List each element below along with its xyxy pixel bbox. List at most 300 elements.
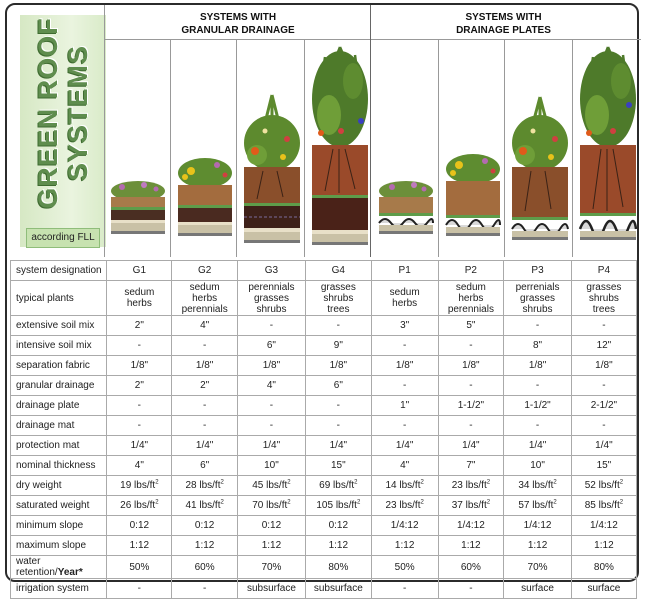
- cell-value: 1:12: [328, 540, 349, 551]
- cell-value: 37 lbs/ft: [451, 500, 487, 511]
- cell-value: 1:12: [594, 540, 614, 551]
- table-cell: [305, 336, 371, 356]
- row-label: system designation: [11, 261, 107, 281]
- cell-value: 5": [466, 320, 476, 331]
- table-cell: [438, 336, 504, 356]
- table-cell: [504, 579, 572, 599]
- cell-value: 34 lbs/ft: [518, 480, 554, 491]
- table-row: [11, 396, 637, 416]
- table-cell: [504, 281, 572, 316]
- cell-value: 28 lbs/ft: [185, 480, 221, 491]
- row-label: [11, 579, 107, 599]
- row-label: [11, 556, 107, 579]
- table-row: [11, 416, 637, 436]
- cell-value: 1/4": [130, 440, 149, 451]
- cell-value: -: [469, 380, 473, 391]
- row-label-text: granular drainage: [16, 380, 95, 391]
- row-label: [11, 396, 107, 416]
- subtitle: according FLL: [26, 228, 100, 248]
- cell-value: 7": [466, 460, 476, 471]
- green-roof-chart: [5, 3, 639, 594]
- table-cell: [107, 336, 172, 356]
- cell-value: 23 lbs/ft: [451, 480, 487, 491]
- unit-superscript: 2: [553, 499, 557, 506]
- cell-value: 50%: [394, 561, 415, 573]
- cell-value: 50%: [129, 561, 150, 573]
- table-cell: P4: [571, 261, 636, 281]
- table-cell: [238, 516, 306, 536]
- table-cell: [371, 316, 438, 336]
- table-cell: [438, 579, 504, 599]
- cell-value: -: [469, 420, 473, 431]
- table-cell: [305, 316, 371, 336]
- cell-value: -: [402, 380, 407, 391]
- table-cell: [438, 356, 504, 376]
- cell-line: shrubs: [522, 303, 553, 315]
- row-label: [11, 476, 107, 496]
- table-cell: [571, 536, 636, 556]
- table-cell: [438, 376, 504, 396]
- table-cell: [504, 396, 572, 416]
- unit-superscript: 2: [486, 499, 491, 506]
- p1-roof-section-illustration: [378, 177, 434, 247]
- table-row: [11, 376, 637, 396]
- g1-roof-section-illustration: [110, 177, 166, 247]
- granular-drainage-header: [106, 11, 370, 37]
- table-cell: [571, 336, 636, 356]
- row-label: [11, 416, 107, 436]
- divider: [304, 39, 305, 257]
- cell-value: 1": [400, 400, 410, 411]
- table-cell: [305, 376, 371, 396]
- table-cell: [238, 336, 306, 356]
- cell-value: -: [336, 400, 340, 411]
- table-cell: [371, 376, 438, 396]
- cell-value: 19 lbs/ft: [120, 480, 156, 491]
- table-cell: [504, 456, 572, 476]
- table-row: [11, 516, 637, 536]
- cell-value: -: [336, 320, 340, 331]
- unit-superscript: 2: [155, 499, 159, 506]
- table-cell: [571, 476, 636, 496]
- cell-value: 70%: [527, 561, 548, 573]
- cell-value: -: [602, 320, 606, 331]
- row-label-text: extensive soil mix: [16, 320, 95, 331]
- divider: [236, 39, 237, 257]
- table-cell: [305, 436, 371, 456]
- table-cell: [504, 476, 572, 496]
- g4-roof-section-illustration: [311, 45, 369, 249]
- table-cell: P2: [438, 261, 504, 281]
- cell-value: 70 lbs/ft: [252, 500, 288, 511]
- table-row: [11, 579, 637, 599]
- cell-value: 52 lbs/ft: [584, 480, 620, 491]
- cell-value: 1/8": [262, 360, 281, 371]
- table-cell: [238, 396, 306, 416]
- table-cell: [504, 356, 572, 376]
- cell-value: -: [469, 340, 473, 351]
- table-cell: [371, 496, 438, 516]
- table-cell: [305, 416, 371, 436]
- table-cell: [107, 536, 172, 556]
- cell-value: 60%: [460, 561, 481, 573]
- cell-line: trees: [592, 303, 616, 315]
- table-cell: [305, 516, 371, 536]
- g3-roof-section-illustration: [243, 91, 301, 247]
- table-cell: [571, 516, 636, 536]
- cell-value: -: [202, 400, 207, 411]
- table-cell: [107, 456, 172, 476]
- row-label: [11, 456, 107, 476]
- cell-value: 1/8": [528, 360, 547, 371]
- table-cell: [371, 436, 438, 456]
- table-cell: [371, 516, 438, 536]
- table-cell: [172, 436, 238, 456]
- cell-value: 1:12: [527, 540, 548, 551]
- table-cell: [107, 281, 172, 316]
- table-cell: [504, 416, 572, 436]
- table-cell: [438, 456, 504, 476]
- table-row: [11, 496, 637, 516]
- table-cell: [107, 516, 172, 536]
- table-cell: [504, 316, 572, 336]
- table-cell: [504, 376, 572, 396]
- group-header-line: SYSTEMS WITH: [465, 12, 542, 23]
- table-cell: [305, 456, 371, 476]
- cell-value: 1-1/2": [524, 400, 551, 411]
- table-cell: [238, 496, 306, 516]
- table-body: [11, 316, 637, 599]
- cell-value: 15": [596, 460, 612, 471]
- cell-value: -: [269, 400, 274, 411]
- cell-value: -: [137, 420, 142, 431]
- table-cell: [305, 476, 371, 496]
- cell-line: sedum: [189, 281, 220, 293]
- row-label: [11, 356, 107, 376]
- unit-superscript: 2: [356, 499, 361, 506]
- unit-superscript: 2: [354, 479, 358, 486]
- cell-value: -: [137, 340, 142, 351]
- row-label-text: dry weight: [16, 480, 62, 491]
- cell-value: 4": [200, 320, 210, 331]
- cell-value: -: [535, 420, 540, 431]
- unit-superscript: 2: [287, 479, 291, 486]
- table-cell: [371, 476, 438, 496]
- table-cell: [305, 556, 371, 579]
- cell-value: 8": [532, 340, 543, 351]
- row-label: [11, 336, 107, 356]
- cell-value: -: [469, 583, 473, 594]
- group-header-line: GRANULAR DRAINAGE: [181, 25, 295, 36]
- divider: [104, 5, 105, 257]
- table-row: [11, 261, 637, 281]
- table-cell: [371, 456, 438, 476]
- table-cell: [438, 396, 504, 416]
- table-cell: [172, 536, 238, 556]
- table-cell: [504, 496, 572, 516]
- table-cell: [571, 556, 636, 579]
- cell-value: 6": [333, 380, 343, 391]
- cell-value: 6": [266, 340, 276, 351]
- unit-superscript: 2: [287, 499, 291, 506]
- cell-line: perennials: [447, 303, 494, 315]
- table-cell: [371, 416, 438, 436]
- row-label-text: nominal thickness: [16, 460, 96, 471]
- table-cell: [438, 416, 504, 436]
- table-cell: [504, 336, 572, 356]
- cell-value: 57 lbs/ft: [518, 500, 554, 511]
- table-row: [11, 456, 637, 476]
- table-cell: [571, 496, 636, 516]
- group-divider: [370, 5, 371, 257]
- divider: [504, 39, 505, 257]
- cell-value: 12": [596, 340, 612, 351]
- cell-value: 23 lbs/ft: [385, 500, 421, 511]
- table-cell: G3: [238, 261, 306, 281]
- row-label-text: separation fabric: [16, 360, 90, 371]
- table-cell: [107, 396, 172, 416]
- cell-value: 80%: [593, 561, 614, 573]
- cell-value: 1:12: [194, 540, 215, 551]
- table-row: [11, 476, 637, 496]
- unit-superscript: 2: [619, 499, 624, 506]
- table-cell: G1: [107, 261, 172, 281]
- cell-value: 6": [200, 460, 210, 471]
- cell-value: 4": [134, 460, 144, 471]
- cell-value: 1:12: [461, 540, 481, 551]
- table-cell: [571, 356, 636, 376]
- cell-line: herbs: [458, 292, 484, 304]
- cell-value: 1/4": [195, 440, 214, 451]
- p4-roof-section-illustration: [579, 45, 637, 249]
- cell-value: 1:12: [394, 540, 415, 551]
- drainage-plates-header: [370, 11, 637, 37]
- cell-line: sedum: [124, 287, 155, 298]
- unit-superscript: 2: [420, 499, 424, 506]
- cell-value: 60%: [194, 561, 215, 573]
- cell-line: shrubs: [588, 292, 619, 304]
- cell-line: grasses: [253, 292, 289, 304]
- table-cell: [504, 516, 572, 536]
- table-cell: [371, 556, 438, 579]
- table-cell: [172, 516, 238, 536]
- row-label: [11, 496, 107, 516]
- specification-table: [10, 260, 637, 599]
- cell-value: 0:12: [129, 520, 150, 531]
- cell-value: 1/4": [262, 440, 281, 451]
- cell-value: 0:12: [261, 520, 282, 531]
- table-cell: [504, 436, 572, 456]
- cell-value: surface: [521, 583, 554, 594]
- table-cell: [107, 316, 172, 336]
- cell-line: grasses: [320, 281, 356, 293]
- group-header-line: SYSTEMS WITH: [199, 12, 277, 23]
- table-cell: [238, 556, 306, 579]
- cell-line: grasses: [520, 292, 556, 304]
- table-cell: [238, 579, 306, 599]
- p2-roof-section-illustration: [445, 151, 501, 247]
- cell-value: subsurface: [313, 583, 363, 594]
- cell-value: -: [602, 380, 606, 391]
- row-label-text: protection mat: [16, 440, 80, 451]
- cell-value: -: [602, 420, 606, 431]
- table-cell: [438, 496, 504, 516]
- row-label: [11, 536, 107, 556]
- table-cell: [172, 376, 238, 396]
- g2-roof-section-illustration: [177, 155, 233, 247]
- cell-value: -: [402, 420, 407, 431]
- cell-value: -: [269, 320, 274, 331]
- cell-value: subsurface: [246, 583, 296, 594]
- cell-value: 4": [400, 460, 410, 471]
- table-cell: [571, 376, 636, 396]
- cell-line: grasses: [586, 281, 622, 293]
- cell-value: 1/4": [462, 440, 480, 451]
- cell-value: -: [202, 420, 207, 431]
- table-cell: [438, 436, 504, 456]
- table-cell: [107, 556, 172, 579]
- table-cell: [172, 579, 238, 599]
- table-cell: [571, 579, 636, 599]
- table-cell: [107, 356, 172, 376]
- cell-line: herbs: [126, 298, 152, 309]
- table-cell: [571, 456, 636, 476]
- cell-value: 41 lbs/ft: [185, 500, 221, 511]
- cell-value: 70%: [261, 561, 282, 573]
- cell-value: 1/4:12: [590, 520, 618, 531]
- divider: [572, 39, 573, 257]
- table-cell: [571, 436, 636, 456]
- table-cell: P1: [371, 261, 438, 281]
- table-cell: P3: [504, 261, 572, 281]
- table-cell: [438, 281, 504, 316]
- cell-value: -: [336, 420, 340, 431]
- table-cell: [305, 281, 371, 316]
- cell-line: shrubs: [323, 292, 354, 304]
- divider: [170, 39, 171, 257]
- table-cell: [504, 536, 572, 556]
- unit-superscript: 2: [619, 479, 624, 486]
- cell-value: 0:12: [328, 520, 349, 531]
- cell-line: perennials: [181, 303, 228, 315]
- cell-line: sedum: [455, 281, 486, 293]
- row-label: [11, 316, 107, 336]
- cell-value: 45 lbs/ft: [252, 480, 288, 491]
- table-cell: [371, 396, 438, 416]
- table-row: [11, 436, 637, 456]
- table-cell: G4: [305, 261, 371, 281]
- table-cell: [305, 496, 371, 516]
- table-cell: [305, 356, 371, 376]
- table-cell: [371, 579, 438, 599]
- table-cell: [238, 356, 306, 376]
- cell-value: 1/4": [528, 440, 547, 451]
- title-line-2: SYSTEMS: [63, 44, 93, 182]
- cell-value: -: [137, 583, 142, 594]
- table-cell: [371, 336, 438, 356]
- cell-value: 10": [264, 460, 279, 471]
- table-cell: [571, 396, 636, 416]
- table-row: [11, 336, 637, 356]
- cell-value: 1/8": [395, 360, 414, 371]
- table-cell: [305, 536, 371, 556]
- row-label-emphasis: Year*: [57, 567, 83, 578]
- table-cell: [107, 436, 172, 456]
- table-cell: [438, 516, 504, 536]
- cell-value: 1/8": [195, 360, 214, 371]
- cell-value: 1/4": [329, 440, 348, 451]
- table-cell: [571, 416, 636, 436]
- row-label-text: water retention/: [16, 556, 58, 578]
- table-cell: [107, 376, 172, 396]
- cell-value: -: [402, 340, 407, 351]
- cell-value: 1/4:12: [390, 520, 419, 531]
- table-cell: [172, 396, 238, 416]
- table-cell: [238, 476, 306, 496]
- table-cell: [504, 556, 572, 579]
- cell-value: 1/8": [462, 360, 480, 371]
- table-cell: [172, 476, 238, 496]
- table-cell: [438, 556, 504, 579]
- cell-value: 2": [134, 380, 144, 391]
- table-cell: [305, 579, 371, 599]
- table-cell: [305, 396, 371, 416]
- divider: [438, 39, 439, 257]
- table-cell: [438, 536, 504, 556]
- cell-line: perennials: [248, 281, 295, 293]
- table-cell: [172, 356, 238, 376]
- table-cell: [238, 436, 306, 456]
- table-cell: [238, 416, 306, 436]
- cell-value: 2-1/2": [590, 400, 618, 411]
- cell-line: herbs: [392, 298, 418, 309]
- cell-value: 4": [266, 380, 276, 391]
- cell-value: 0:12: [194, 520, 215, 531]
- cell-value: 1/4:12: [456, 520, 485, 531]
- unit-superscript: 2: [553, 479, 557, 486]
- cell-value: 15": [330, 460, 346, 471]
- cell-value: -: [535, 380, 540, 391]
- table-cell: [107, 476, 172, 496]
- table-cell: [571, 316, 636, 336]
- cell-line: herbs: [192, 292, 218, 304]
- cell-value: 3": [400, 320, 410, 331]
- cell-value: 1-1/2": [457, 400, 485, 411]
- table-cell: [438, 476, 504, 496]
- cell-value: -: [202, 340, 207, 351]
- cell-value: 85 lbs/ft: [584, 500, 620, 511]
- cell-value: 69 lbs/ft: [319, 480, 355, 491]
- cell-value: 80%: [328, 561, 349, 573]
- table-row: [11, 536, 637, 556]
- table-cell: [238, 316, 306, 336]
- cell-value: 1/8": [595, 360, 613, 371]
- table-row: [11, 316, 637, 336]
- cell-value: 9": [333, 340, 343, 351]
- cell-value: -: [269, 420, 274, 431]
- cell-value: -: [202, 583, 207, 594]
- main-title: [33, 17, 93, 209]
- table-cell: [371, 281, 438, 316]
- table-cell: [172, 416, 238, 436]
- row-label-text: irrigation system: [16, 583, 89, 594]
- table-cell: [238, 281, 306, 316]
- row-label-text: intensive soil mix: [16, 340, 92, 351]
- cell-value: 14 lbs/ft: [385, 480, 421, 491]
- table-cell: [172, 496, 238, 516]
- table-cell: [172, 316, 238, 336]
- cell-value: 26 lbs/ft: [120, 500, 156, 511]
